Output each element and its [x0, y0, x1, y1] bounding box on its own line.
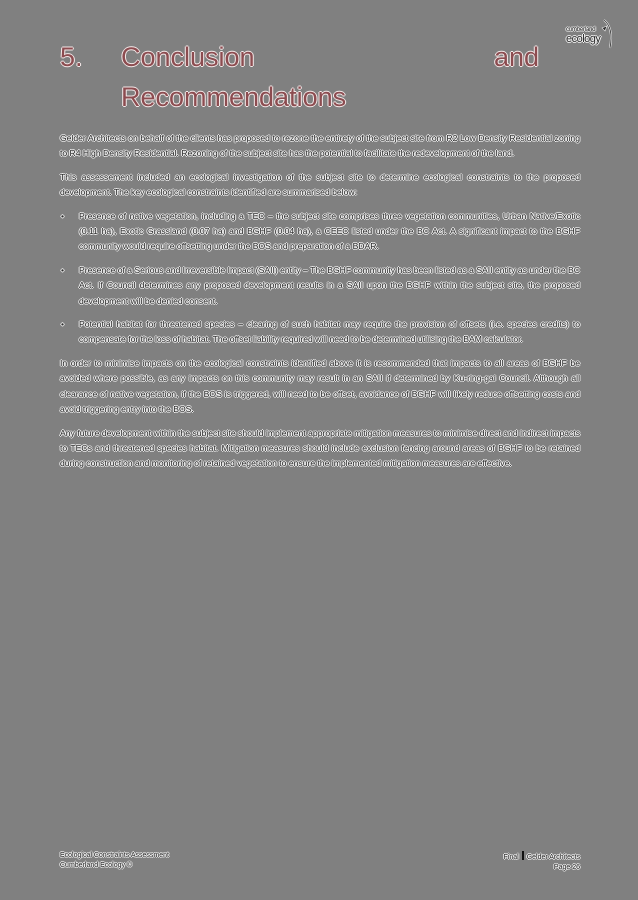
mitigation-paragraph: Any future development within the subject site should implement appropriate mitigation measures to minimise direct and indirect impacts to TECs and threatened species habitat. Mitigation measures should include exclusion fencing around areas of BGHF to be retained during construction and monitoring of retained vegetation to ensure the implemented mitigation measures are effective.	[60, 427, 580, 469]
list-item-text: Presence of a Serious and Irreversible Impact (SAII) entity – The BGHF community has been listed as a SAII entity as under the BC Act. If Council determines any proposed development results in a SAII upon the BGHF within the subject site, the proposed development will be denied consent.	[79, 264, 580, 306]
footer-left	[60, 851, 169, 871]
list-item	[60, 317, 580, 348]
footer-copyright: Cumberland Ecology ©	[60, 862, 133, 869]
list-item-text: Potential habitat for threatened species – clearing of such habitat may require the provision of offsets (i.e. species credits) to compensate for the loss of habitat. The offset liability required will need to be determined utilising the BAM calculator.	[79, 319, 580, 345]
heading-word-conclusion: Conclusion	[121, 42, 255, 72]
bullet-icon: •	[61, 264, 65, 275]
footer-client: Gelder Architects	[526, 854, 580, 861]
heading-word-recommendations: Recommendations	[121, 82, 347, 112]
constraints-list	[60, 209, 580, 348]
section-number: 5.	[60, 42, 83, 72]
bullet-icon: •	[61, 319, 65, 330]
footer-right	[504, 851, 581, 873]
section-body	[60, 131, 580, 480]
footer-status: Final	[503, 854, 519, 861]
intro-paragraph: Gelder Architects on behalf of the clients has proposed to rezone the entirety of the subject site from R2 Low Density Residential zoning to R4 High Density Residential. Rezoning of the subject site has the potential to facilitate the redevelopment of the land.	[60, 133, 580, 159]
recommendation-paragraph: In order to minimise impacts on the ecological constraints identified above it is recommended that impacts to all areas of BGHF be avoided where possible, as any impacts on this community may result in an SAII if determined by Ku-ring-gai Council. Although all clearance of native vegetation, if the BOS is triggered, will need to be offset, avoidance of BGHF will likely reduce offsetting costs and avoid triggering entry into the BOS.	[60, 357, 580, 415]
bird-leaf-icon	[600, 18, 616, 52]
list-item	[60, 263, 580, 309]
assessment-paragraph: This assessement included an ecological investigation of the subject site to determine ecological constraints to the proposed development. The key ecological constraints identified are summarised below:	[60, 171, 580, 198]
company-logo	[566, 18, 616, 56]
logo-text-ecology: ecology	[566, 33, 601, 45]
list-item	[60, 209, 580, 255]
page-number: Page 26	[553, 864, 580, 871]
list-item-text: Presence of native vegetation, including a TEC – the subject site comprises three vegetation communities, Urban Native/Exotic (0.11 ha), Exotic Grassland (0.07 ha) and BGHF (0.04 ha), a CEEC listed under the BC Act. A significant impact to the BGHF community would require offsetting under the BOS and preparation of a BDAR.	[79, 210, 580, 252]
footer-document-title: Ecological Constraints Assessment	[60, 852, 169, 859]
heading-word-and: and	[494, 42, 540, 72]
logo-text-cumberland: cumberland	[566, 27, 596, 33]
bullet-icon: •	[61, 210, 65, 221]
footer-divider	[522, 851, 524, 860]
